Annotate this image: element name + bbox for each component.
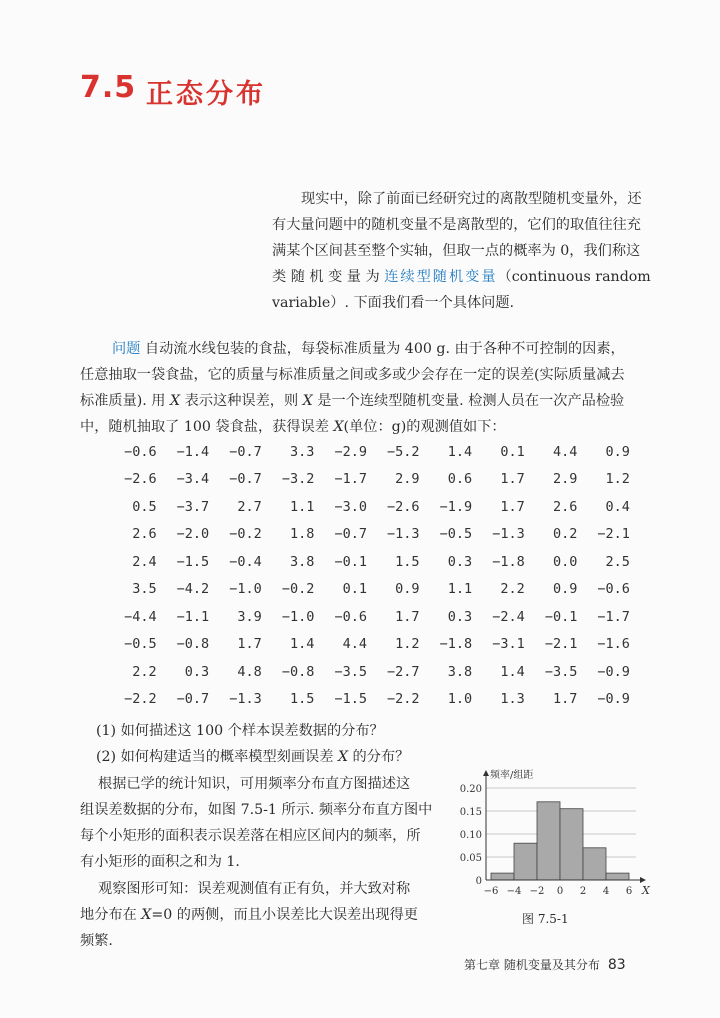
y-tick-label: 0.15 <box>459 807 482 818</box>
data-cell: 2.2 <box>500 581 525 598</box>
data-row <box>104 521 630 549</box>
intro-line-5: variable）. 下面我们看一个具体问题. <box>272 295 515 311</box>
data-cell: 4.8 <box>237 663 262 680</box>
problem-line-4-a: 中，随机抽取了 100 袋食盐，获得误差 <box>80 419 334 435</box>
data-cell: −2.7 <box>387 663 420 680</box>
data-row <box>104 631 630 659</box>
data-cell: 0.4 <box>605 498 630 515</box>
x-tick-label: −4 <box>506 886 522 897</box>
data-cell: −3.7 <box>176 498 210 515</box>
var-x: X <box>337 749 349 765</box>
data-cell: 0.6 <box>447 471 473 488</box>
histogram-bar <box>491 873 514 880</box>
y-tick-label: 0.10 <box>459 830 482 841</box>
data-cell: −0.8 <box>281 663 315 680</box>
para2-line-2-a: 地分布在 <box>80 907 142 923</box>
term-continuous-random-variable: 连续型随机变量 <box>384 269 498 285</box>
var-x: X <box>333 419 344 435</box>
x-tick-label: 4 <box>602 886 610 897</box>
data-cell: −1.3 <box>492 526 525 543</box>
data-cell: −1.7 <box>597 608 630 625</box>
data-cell: −0.7 <box>176 691 210 708</box>
intro-line-4 <box>272 264 651 290</box>
data-cell: −0.5 <box>124 636 157 653</box>
question-2-b: 的分布？ <box>348 749 410 765</box>
data-cell: 1.7 <box>500 471 525 488</box>
data-cell: 3.8 <box>447 663 473 680</box>
data-cell: 3.9 <box>237 608 262 625</box>
figure-caption: 图 7.5-1 <box>522 912 569 926</box>
data-cell: 1.5 <box>289 691 315 708</box>
page-footer <box>464 956 626 973</box>
y-tick-label: 0 <box>475 876 482 887</box>
data-cell: −0.9 <box>597 663 630 680</box>
data-cell: −1.5 <box>176 553 210 570</box>
histogram-bar <box>583 848 606 880</box>
y-axis-label: 频率/组距 <box>490 770 534 781</box>
data-cell: −0.6 <box>597 581 630 598</box>
data-cell: 0.9 <box>605 443 630 460</box>
data-cell: −2.0 <box>176 526 210 543</box>
data-cell: 1.0 <box>447 691 473 708</box>
chapter-label: 第七章 随机变量及其分布 <box>464 958 600 972</box>
data-cell: 1.1 <box>447 581 473 598</box>
data-cell: −1.8 <box>439 636 473 653</box>
question-2 <box>96 744 409 770</box>
data-cell: 1.4 <box>500 663 525 680</box>
data-cell: −2.4 <box>492 608 525 625</box>
para2-line-1: 观察图形可知：误差观测值有正有负，并大致对称 <box>98 881 411 897</box>
data-cell: −5.2 <box>387 443 420 460</box>
x-tick-label: 6 <box>625 886 633 897</box>
histogram-bars <box>491 802 629 880</box>
data-row <box>104 686 630 714</box>
x-axis-arrow <box>640 877 646 883</box>
data-cell: 1.1 <box>289 498 315 515</box>
var-x: X <box>170 393 181 409</box>
data-cell: −3.0 <box>334 498 367 515</box>
data-cell: 4.4 <box>552 443 578 460</box>
data-cell: 0.9 <box>395 581 420 598</box>
data-cell: 1.8 <box>289 526 315 543</box>
intro-line-4-prefix: 类 随 机 变 量 为 <box>272 269 385 285</box>
data-cell: −1.7 <box>334 471 367 488</box>
data-cell: 1.3 <box>500 691 525 708</box>
data-row <box>104 576 630 604</box>
data-cell: −1.4 <box>176 443 210 460</box>
error-data-table <box>104 438 630 713</box>
data-cell: 3.8 <box>289 553 315 570</box>
data-cell: −0.7 <box>229 471 262 488</box>
data-cell: −0.9 <box>597 691 630 708</box>
intro-line-4-suffix: （continuous random <box>497 269 651 285</box>
data-cell: −1.0 <box>281 608 315 625</box>
data-cell: −2.1 <box>597 526 630 543</box>
histogram-bar <box>606 873 629 880</box>
y-axis-arrow <box>483 770 489 776</box>
data-cell: −0.6 <box>334 608 367 625</box>
histogram-bar <box>514 843 537 880</box>
data-cell: −3.1 <box>492 636 525 653</box>
histogram-bar <box>560 809 583 880</box>
data-cell: −1.6 <box>597 636 630 653</box>
x-tick-label: 0 <box>556 886 564 897</box>
data-cell: −1.3 <box>229 691 262 708</box>
para1-line-2: 组误差数据的分布，如图 7.5-1 所示. 频率分布直方图中 <box>80 802 433 818</box>
data-cell: 2.6 <box>132 526 157 543</box>
data-cell: 1.7 <box>237 636 262 653</box>
data-cell: 1.7 <box>500 498 525 515</box>
para2-line-2 <box>80 902 418 928</box>
data-cell: 2.7 <box>237 498 262 515</box>
data-row <box>104 658 630 686</box>
data-cell: −2.6 <box>387 498 420 515</box>
y-tick-label: 0.20 <box>459 784 482 795</box>
data-cell: 2.9 <box>552 471 578 488</box>
para2-line-2-b: =0 的两侧，而且小误差比大误差出现得更 <box>151 907 418 923</box>
data-cell: 0.3 <box>447 608 473 625</box>
x-tick-label: −2 <box>529 886 545 897</box>
data-cell: 1.2 <box>395 636 420 653</box>
problem-line-3-a: 标准质量). 用 <box>80 393 171 409</box>
data-cell: −0.7 <box>229 443 262 460</box>
data-cell: 0.1 <box>342 581 367 598</box>
data-cell: −1.5 <box>334 691 367 708</box>
data-cell: −0.1 <box>544 608 578 625</box>
section-title: 正态分布 <box>146 79 266 110</box>
data-cell: 0.3 <box>184 663 210 680</box>
var-x: X <box>141 907 152 923</box>
question-1: (1) 如何描述这 100 个样本误差数据的分布？ <box>96 723 384 739</box>
data-cell: 2.5 <box>605 553 630 570</box>
data-cell: −0.2 <box>281 581 315 598</box>
data-cell: −3.4 <box>176 471 210 488</box>
intro-line-1: 现实中，除了前面已经研究过的离散型随机变量外，还 <box>301 191 642 207</box>
data-cell: −4.4 <box>124 608 157 625</box>
problem-label: 问题 <box>112 341 141 357</box>
data-cell: 0.5 <box>132 498 157 515</box>
data-cell: 1.7 <box>395 608 420 625</box>
x-tick-label: −6 <box>483 886 499 897</box>
data-cell: −3.2 <box>281 471 315 488</box>
data-row <box>104 493 630 521</box>
para2-line-3: 频繁. <box>80 933 113 949</box>
para1-line-4: 有小矩形的面积之和为 1. <box>80 854 240 870</box>
problem-line-1 <box>112 336 625 362</box>
data-cell: −2.2 <box>124 691 157 708</box>
data-cell: 0.1 <box>500 443 525 460</box>
problem-line-4 <box>80 414 506 440</box>
data-cell: 1.5 <box>395 553 420 570</box>
histogram-bar <box>537 802 560 880</box>
data-cell: −0.5 <box>439 526 473 543</box>
data-cell: −3.5 <box>544 663 578 680</box>
data-cell: 0.0 <box>552 553 578 570</box>
data-cell: 2.2 <box>132 663 157 680</box>
data-cell: −4.2 <box>176 581 210 598</box>
data-cell: −1.8 <box>492 553 525 570</box>
data-cell: 1.4 <box>447 443 473 460</box>
problem-line-2: 任意抽取一袋食盐，它的质量与标准质量之间或多或少会存在一定的误差(实际质量减去 <box>80 367 625 383</box>
problem-line-3 <box>80 388 624 414</box>
data-cell: −2.1 <box>544 636 578 653</box>
data-cell: −0.2 <box>229 526 262 543</box>
data-cell: 1.7 <box>552 691 578 708</box>
data-cell: −0.1 <box>334 553 367 570</box>
data-row <box>104 466 630 494</box>
data-cell: −0.4 <box>229 553 262 570</box>
data-cell: 3.3 <box>289 443 315 460</box>
data-cell: −0.8 <box>176 636 210 653</box>
x-axis-label: X <box>642 884 650 897</box>
data-cell: −3.5 <box>334 663 367 680</box>
data-cell: −2.9 <box>334 443 367 460</box>
data-row <box>104 438 630 466</box>
data-row <box>104 603 630 631</box>
question-2-a: (2) 如何构建适当的概率模型刻画误差 <box>96 749 338 765</box>
data-cell: 0.2 <box>552 526 578 543</box>
data-cell: 2.4 <box>132 553 157 570</box>
problem-line-1-text: 自动流水线包装的食盐，每袋标准质量为 400 g. 由于各种不可控制的因素， <box>140 341 625 357</box>
data-cell: 4.4 <box>342 636 367 653</box>
data-cell: 2.6 <box>552 498 578 515</box>
data-cell: 0.3 <box>447 553 473 570</box>
data-cell: 1.4 <box>289 636 315 653</box>
para1-line-3: 每个小矩形的面积表示误差落在相应区间内的频率，所 <box>80 828 421 844</box>
data-cell: −0.6 <box>124 443 157 460</box>
data-cell: 3.5 <box>132 581 157 598</box>
problem-line-4-b: (单位：g)的观测值如下： <box>343 419 506 435</box>
histogram-figure <box>450 762 670 934</box>
section-number: 7.5 <box>80 70 137 105</box>
y-tick-label: 0.05 <box>459 853 482 864</box>
para1-line-1: 根据已学的统计知识，可用频率分布直方图描述这 <box>98 776 411 792</box>
data-cell: 2.9 <box>395 471 420 488</box>
data-cell: −1.9 <box>439 498 473 515</box>
intro-line-3: 满某个区间甚至整个实轴，但取一点的概率为 0，我们称这 <box>272 243 641 259</box>
problem-line-3-b: 表示这种误差，则 <box>180 393 303 409</box>
data-cell: −1.3 <box>387 526 420 543</box>
data-cell: −1.1 <box>176 608 210 625</box>
data-cell: 0.9 <box>552 581 578 598</box>
data-cell: −2.6 <box>124 471 157 488</box>
data-cell: −1.0 <box>229 581 262 598</box>
data-cell: −0.7 <box>334 526 367 543</box>
var-x: X <box>302 393 313 409</box>
x-tick-label: 2 <box>579 886 587 897</box>
data-row <box>104 548 630 576</box>
data-cell: −2.2 <box>387 691 420 708</box>
intro-line-2: 有大量问题中的随机变量不是离散型的，它们的取值往往充 <box>272 217 641 233</box>
data-cell: 1.2 <box>605 471 630 488</box>
page-number: 83 <box>607 957 626 973</box>
problem-line-3-c: 是一个连续型随机变量. 检测人员在一次产品检验 <box>312 393 625 409</box>
